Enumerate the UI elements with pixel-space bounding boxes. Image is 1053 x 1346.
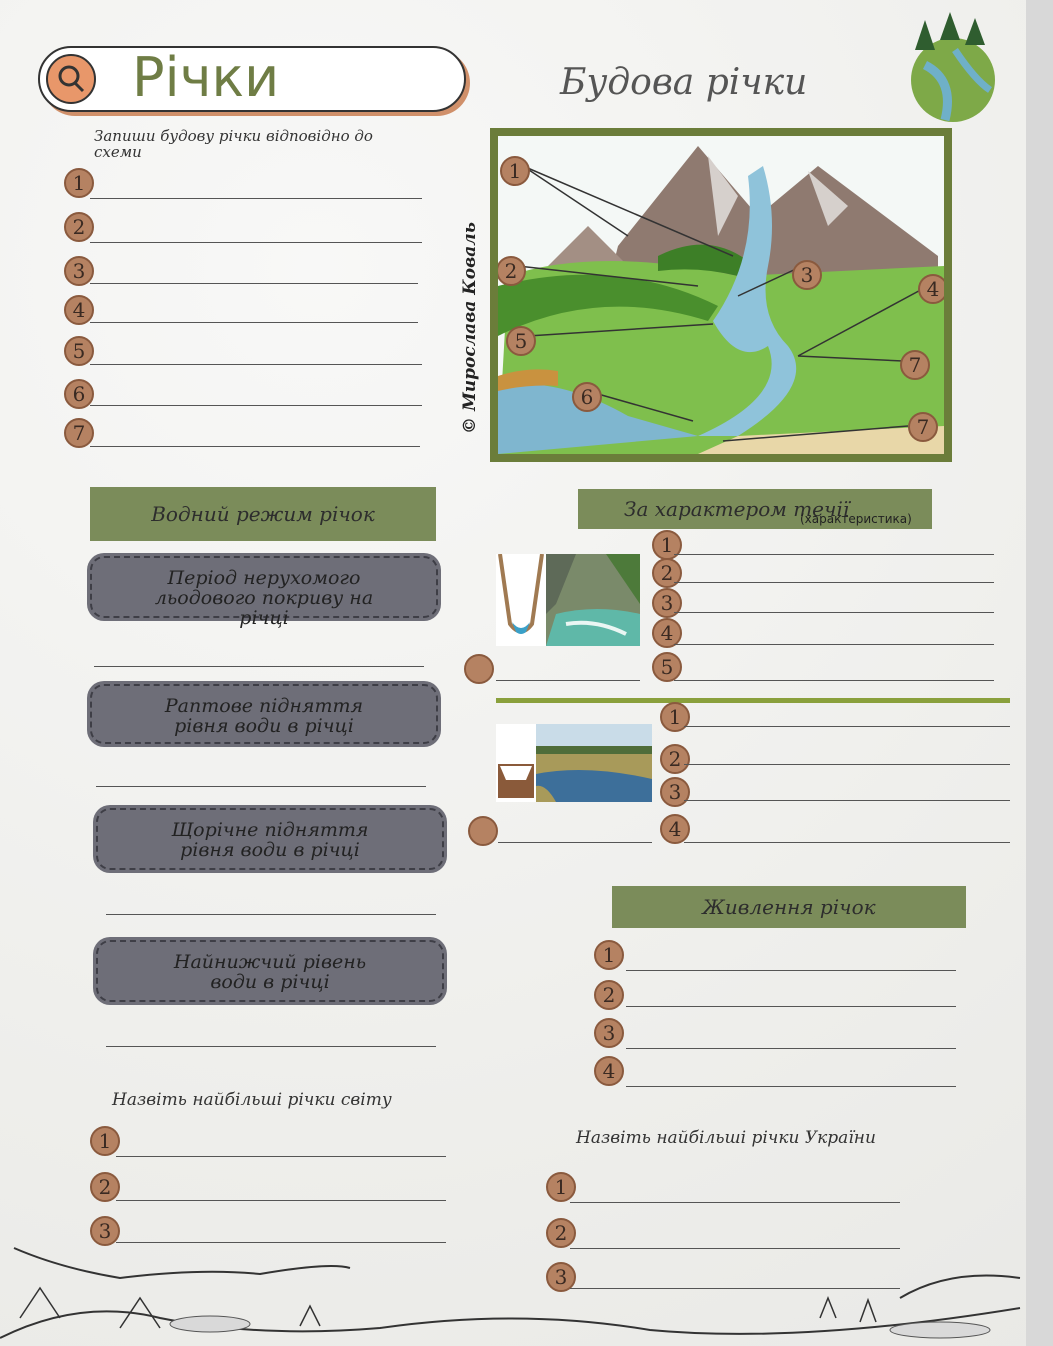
- answer-line[interactable]: [94, 666, 424, 667]
- diagram-label-2: 2: [496, 256, 526, 286]
- answer-line[interactable]: [116, 1156, 446, 1157]
- number-badge: 2: [652, 558, 682, 588]
- number-badge: 4: [594, 1056, 624, 1086]
- diagram-label-6: 6: [572, 382, 602, 412]
- answer-line[interactable]: [684, 726, 1010, 727]
- number-badge: 1: [64, 168, 94, 198]
- answer-line[interactable]: [626, 1048, 956, 1049]
- type-marker-dot: [468, 816, 498, 846]
- number-badge: 2: [594, 980, 624, 1010]
- answer-line[interactable]: [674, 554, 994, 555]
- diagram-label-5: 5: [506, 326, 536, 356]
- diagram-label-3: 3: [792, 260, 822, 290]
- number-badge: 1: [546, 1172, 576, 1202]
- number-badge: 2: [660, 744, 690, 774]
- regime-box-ice: Період нерухомого льодового покриву на річці: [90, 556, 438, 618]
- answer-line[interactable]: [106, 914, 436, 915]
- diagram-label-7a: 7: [900, 350, 930, 380]
- river-diagram: [490, 128, 952, 462]
- ukraine-rivers-title: Назвіть найбільші річки України: [576, 1128, 876, 1148]
- diagram-label-4: 4: [918, 274, 948, 304]
- number-badge: 1: [90, 1126, 120, 1156]
- number-badge: 4: [64, 295, 94, 325]
- number-badge: 5: [652, 652, 682, 682]
- page-title: Річки: [132, 46, 280, 109]
- number-badge: 3: [652, 588, 682, 618]
- regime-box-low-water: Найнижчий рівень води в річці: [96, 940, 444, 1002]
- number-badge: 1: [652, 530, 682, 560]
- number-badge: 4: [660, 814, 690, 844]
- answer-line[interactable]: [116, 1200, 446, 1201]
- world-rivers-title: Назвіть найбільші річки світу: [112, 1090, 392, 1110]
- author-credit: © Мирослава Коваль: [460, 222, 480, 434]
- landscape-sketch-decoration: [0, 1238, 1053, 1346]
- number-badge: 2: [90, 1172, 120, 1202]
- mountain-river-image: [496, 554, 640, 646]
- globe-icon: [895, 10, 1015, 125]
- section-divider: [496, 698, 1010, 703]
- answer-line[interactable]: [674, 612, 994, 613]
- feeding-banner: Живлення річок: [612, 886, 966, 928]
- answer-line[interactable]: [684, 764, 1010, 765]
- number-badge: 1: [594, 940, 624, 970]
- answer-line[interactable]: [106, 1046, 436, 1047]
- answer-line[interactable]: [626, 970, 956, 971]
- number-badge: 2: [546, 1218, 576, 1248]
- answer-line[interactable]: [90, 198, 422, 199]
- type-answer-line[interactable]: [498, 842, 652, 843]
- type-answer-line[interactable]: [496, 680, 640, 681]
- diagram-label-1: 1: [500, 156, 530, 186]
- number-badge: 1: [660, 702, 690, 732]
- number-badge: 2: [64, 212, 94, 242]
- search-icon: [46, 54, 96, 104]
- answer-line[interactable]: [674, 680, 994, 681]
- number-badge: 5: [64, 336, 94, 366]
- number-badge: 4: [652, 618, 682, 648]
- number-badge: 3: [546, 1262, 576, 1292]
- answer-line[interactable]: [626, 1006, 956, 1007]
- number-badge: 6: [64, 379, 94, 409]
- answer-line[interactable]: [90, 322, 418, 323]
- answer-line[interactable]: [684, 800, 1010, 801]
- regime-box-flood: Раптове підняття рівня води в річці: [90, 684, 438, 744]
- flow-banner-subtitle: (характеристика): [800, 512, 912, 526]
- answer-line[interactable]: [90, 364, 422, 365]
- plain-river-image: [496, 724, 652, 802]
- number-badge: 7: [64, 418, 94, 448]
- number-badge: 3: [660, 777, 690, 807]
- flow-banner-title: За характером течії: [624, 497, 850, 521]
- answer-line[interactable]: [626, 1086, 956, 1087]
- answer-line[interactable]: [90, 405, 422, 406]
- type-marker-dot: [464, 654, 494, 684]
- river-landscape-illustration: [498, 136, 944, 454]
- section-subtitle: Будова річки: [560, 62, 808, 103]
- answer-line[interactable]: [674, 582, 994, 583]
- number-badge: 3: [90, 1216, 120, 1246]
- answer-line[interactable]: [90, 446, 420, 447]
- answer-line[interactable]: [674, 644, 994, 645]
- answer-line[interactable]: [96, 786, 426, 787]
- answer-line[interactable]: [570, 1202, 900, 1203]
- answer-line[interactable]: [90, 242, 422, 243]
- instruction-text: Запиши будову річки відповідно до схеми: [94, 127, 373, 161]
- answer-line[interactable]: [90, 283, 418, 284]
- diagram-label-7b: 7: [908, 412, 938, 442]
- water-regime-banner: Водний режим річок: [90, 487, 436, 541]
- number-badge: 3: [594, 1018, 624, 1048]
- answer-line[interactable]: [684, 842, 1010, 843]
- page-edge: [1026, 0, 1053, 1346]
- regime-box-spring-flood: Щорічне підняття рівня води в річці: [96, 808, 444, 870]
- number-badge: 3: [64, 256, 94, 286]
